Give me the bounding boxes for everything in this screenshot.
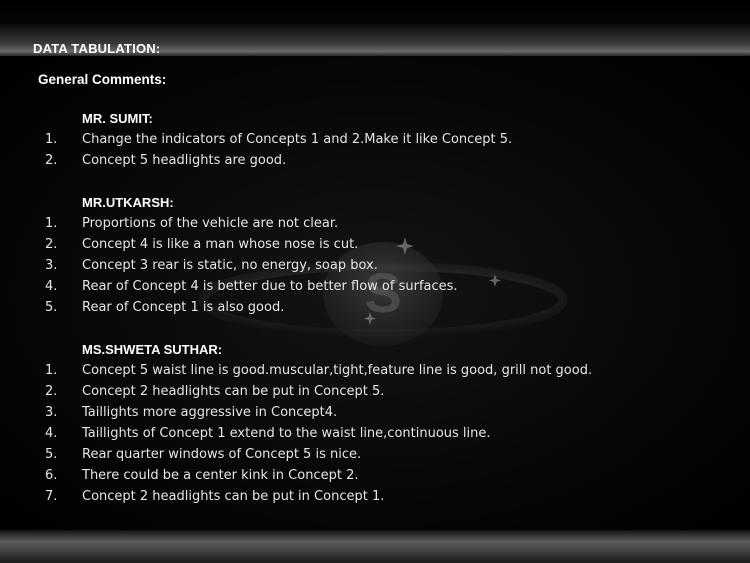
item-text: Taillights more aggressive in Concept4.	[82, 405, 338, 420]
item-number: 4.	[45, 426, 58, 441]
item-number: 2.	[45, 237, 58, 252]
logo-letter: S	[364, 261, 402, 324]
item-text: Concept 5 waist line is good.muscular,tight,feature line is good, grill not good.	[82, 363, 593, 378]
item-text: There could be a center kink in Concept 2.	[82, 468, 359, 483]
list-item	[0, 402, 750, 423]
item-text: Concept 3 rear is static, no energy, soap box.	[82, 258, 378, 273]
item-number: 1.	[45, 363, 58, 378]
item-number: 4.	[45, 279, 58, 294]
list-item	[0, 213, 750, 234]
list-item	[0, 444, 750, 465]
group-heading: MR.UTKARSH:	[82, 195, 174, 210]
item-number: 3.	[45, 405, 58, 420]
item-number: 1.	[45, 216, 58, 231]
item-text: Rear of Concept 1 is also good.	[82, 300, 285, 315]
section-title: General Comments:	[38, 72, 167, 87]
list-item	[0, 255, 750, 276]
list-item	[0, 234, 750, 255]
item-number: 2.	[45, 384, 58, 399]
list-item	[0, 465, 750, 486]
list-item	[0, 360, 750, 381]
item-text: Concept 2 headlights can be put in Concept 5.	[82, 384, 385, 399]
item-number: 6.	[45, 468, 58, 483]
list-item	[0, 381, 750, 402]
list-item	[0, 297, 750, 318]
list-item	[0, 150, 750, 171]
group-heading: MR. SUMIT:	[82, 111, 153, 126]
footer-band	[0, 530, 750, 563]
comments-list	[0, 108, 750, 507]
list-item	[0, 423, 750, 444]
item-number: 5.	[45, 447, 58, 462]
slide-title: DATA TABULATION:	[33, 41, 161, 56]
item-text: Concept 2 headlights can be put in Concept 1.	[82, 489, 385, 504]
item-number: 1.	[45, 132, 58, 147]
item-number: 2.	[45, 153, 58, 168]
item-text: Rear of Concept 4 is better due to better flow of surfaces.	[82, 279, 458, 294]
item-text: Change the indicators of Concepts 1 and 2.Make it like Concept 5.	[82, 132, 513, 147]
item-text: Proportions of the vehicle are not clear.	[82, 216, 339, 231]
spacer	[0, 318, 750, 339]
item-text: Rear quarter windows of Concept 5 is nice.	[82, 447, 362, 462]
item-text: Concept 5 headlights are good.	[82, 153, 287, 168]
list-item	[0, 129, 750, 150]
spacer	[0, 171, 750, 192]
list-item	[0, 276, 750, 297]
item-number: 5.	[45, 300, 58, 315]
item-text: Concept 4 is like a man whose nose is cut.	[82, 237, 359, 252]
item-number: 3.	[45, 258, 58, 273]
item-text: Taillights of Concept 1 extend to the waist line,continuous line.	[82, 426, 491, 441]
item-number: 7.	[45, 489, 58, 504]
group-heading: MS.SHWETA SUTHAR:	[82, 342, 223, 357]
list-item	[0, 486, 750, 507]
